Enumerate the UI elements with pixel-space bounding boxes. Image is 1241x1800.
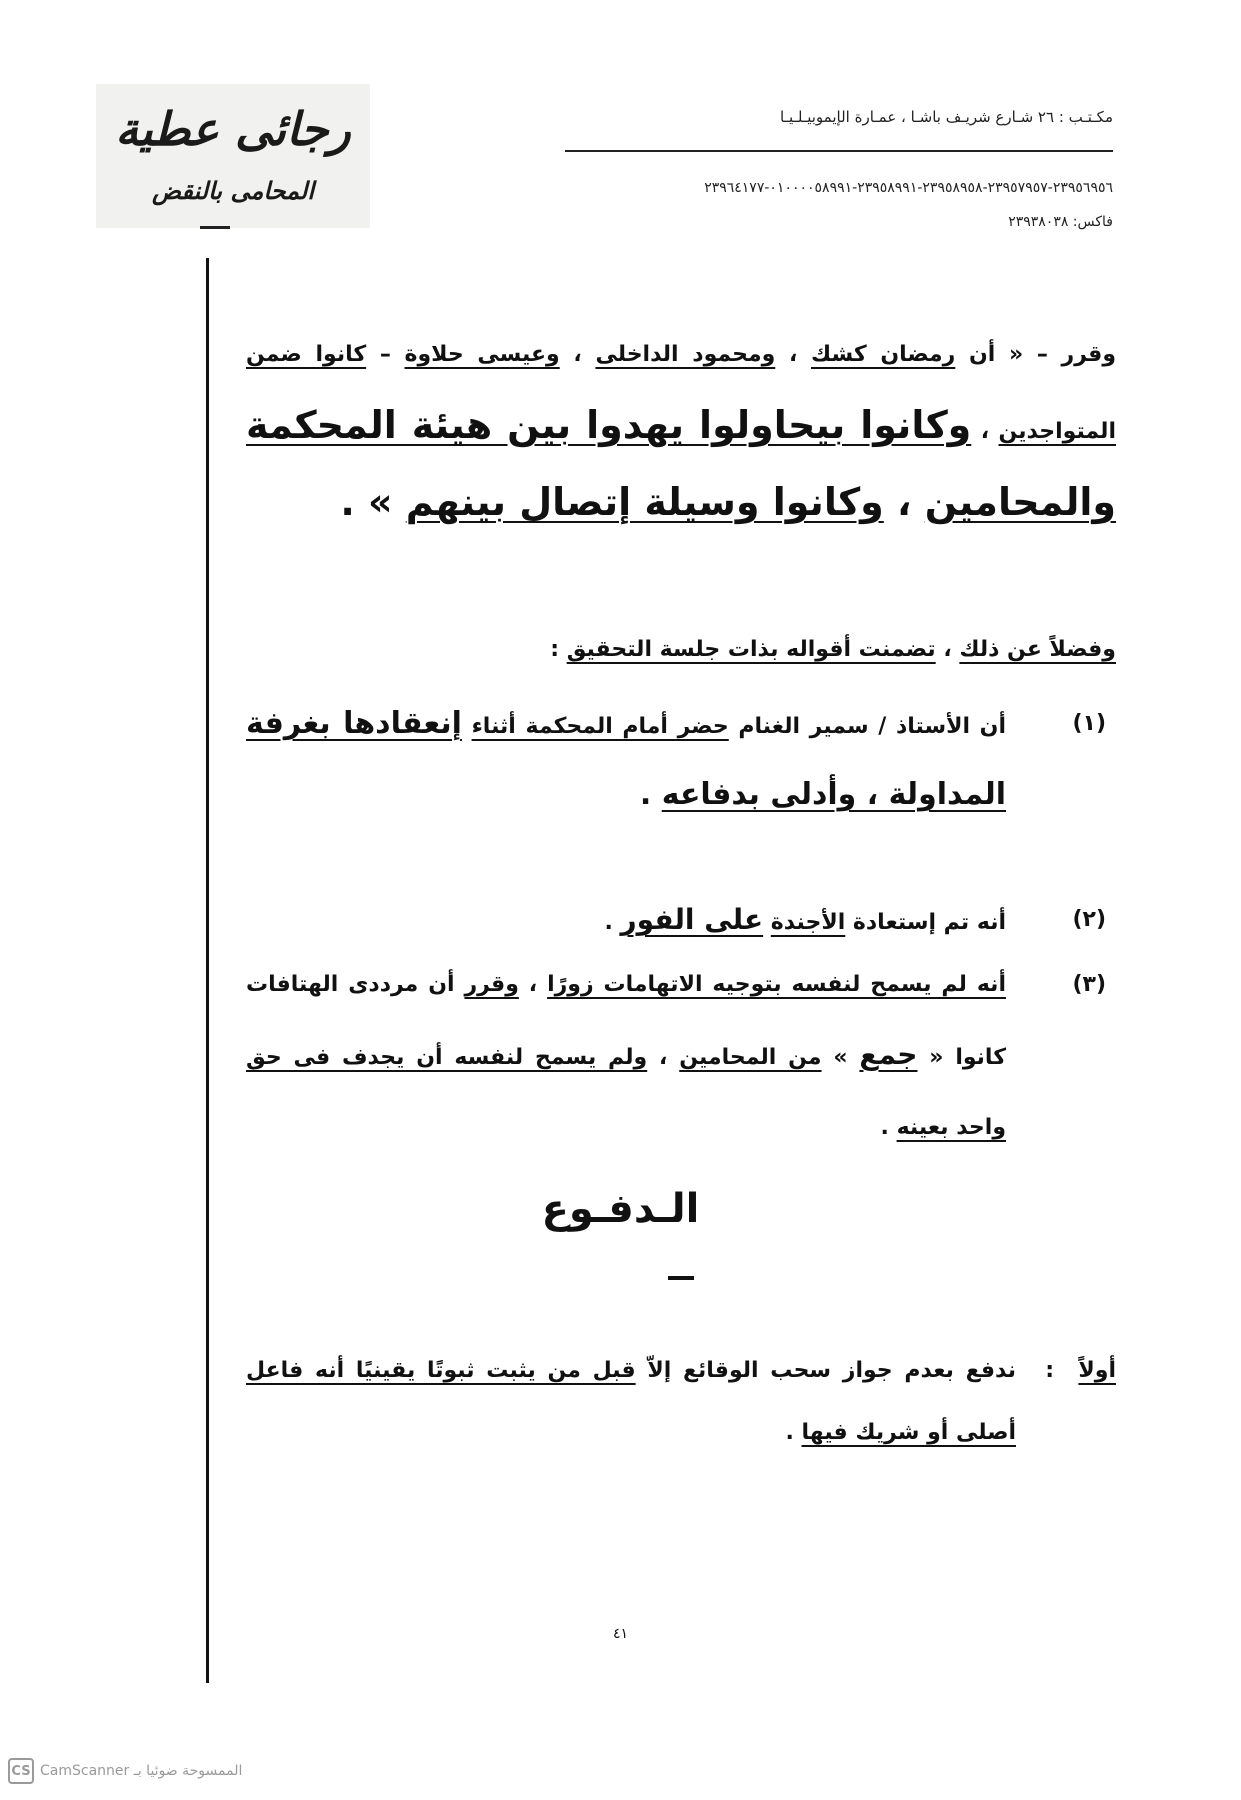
text-run [462,714,472,739]
page-number: ٤١ [612,1626,629,1642]
text-run: ، [647,1045,680,1070]
camscanner-watermark [8,1758,242,1784]
lawyer-logo [96,84,370,228]
text-run: : [550,637,567,662]
underlined-name: ومحمود الداخلى [595,342,776,367]
item-number: (٢) [1072,907,1106,932]
underlined-phrase: من المحامين [679,1045,822,1070]
item-number: (١) [1072,711,1106,736]
text-run: ، [971,419,999,444]
text-run: ، [935,637,960,662]
emphasized-phrase: وكانوا وسيلة إتصال بينهم [405,480,884,524]
text-run: ندفع بعدم جواز سحب الوقائع إلاّ [635,1358,1017,1383]
section-title: الـدفـوع [541,1186,700,1232]
underlined-phrase: كانوا ضمن المتواجدين [246,342,1116,444]
margin-line [206,258,209,1683]
section-divider [668,1276,694,1280]
emphasized-phrase: إنعقادها بغرفة المداولة ، وأدلى بدفاعه [246,706,1006,812]
text-run: » . [340,480,406,524]
underlined-phrase: قبل من يثبت ثبوتًا يقينيًا أنه فاعل أصلى أو شريك فيها [246,1358,1016,1445]
text-run: ، [883,480,925,524]
text-run [763,910,771,935]
statement-item-3 [246,950,1106,1163]
office-address: مكـتـب : ٢٦ شـارع شريـف باشـا ، عمـارة الإيموبيـلـيـا [779,108,1113,126]
office-fax: فاكس: ٢٣٩٣٨٠٣٨ [1008,214,1113,230]
text-run: . [639,777,662,812]
underlined-phrase: حضر أمام المحكمة أثناء [471,714,729,739]
text-run: أن مرددى الهتافات كانوا « [246,972,1006,1070]
emphasized-word: جمع [859,1038,918,1071]
underlined-phrase: وفضلاً عن ذلك [959,637,1116,662]
defense-label: أولاً [1078,1358,1116,1383]
statements-intro [246,628,1116,672]
underlined-phrase: ولم يسمح لنفسه أن يجدف فى حق واحد بعينه [246,1045,1006,1140]
text-run: . [785,1420,802,1445]
statement-item-1 [246,690,1106,832]
text-run: ، [518,972,548,997]
underlined-name: وعيسى حلاوة [404,342,560,367]
emphasized-phrase: على الفور [620,903,764,936]
text-run: ، [559,342,596,367]
text-run: وقرر – « أن [955,342,1116,367]
logo-title: المحامى بالنقض [152,176,314,205]
underlined-phrase: أنه لم يسمح لنفسه بتوجيه الاتهامات زورًا [547,972,1006,997]
testimony-paragraph [246,320,1116,544]
logo-divider [200,226,230,229]
text-run: » [821,1045,860,1070]
camscanner-text: الممسوحة ضوئيا بـ CamScanner [40,1763,243,1779]
defense-item-1 [246,1340,1116,1464]
defense-colon: : [1045,1358,1054,1383]
text-run: . [880,1115,897,1140]
text-run: ، [775,342,811,367]
emphasized-phrase: وكانوا بيحاولوا يهدوا بين هيئة المحكمة والمحامين [246,403,1116,524]
text-run: أن الأستاذ / سمير الغنام [728,714,1007,739]
logo-name: رجائى عطية [115,102,351,156]
underlined-phrase: الأجندة [770,910,846,935]
underlined-phrase: وقرر [464,972,519,997]
statement-item-2 [246,892,1106,951]
underlined-phrase: تضمنت أقواله بذات جلسة التحقيق [566,637,936,662]
text-run: – [366,342,405,367]
text-run: أنه تم إستعادة [845,910,1006,935]
underlined-name: رمضان كشك [810,342,956,367]
item-number: (٣) [1072,972,1106,997]
text-run: . [604,910,621,935]
header-rule [565,150,1113,152]
camscanner-icon: CS [8,1758,34,1784]
office-phones: ٢٣٩٥٦٩٥٦-٢٣٩٥٧٩٥٧-٢٣٩٥٨٩٥٨-٢٣٩٥٨٩٩١-٠١٠٠٠٠٥٨٩٩١-٢٣٩٦٤١٧٧ [704,180,1113,196]
